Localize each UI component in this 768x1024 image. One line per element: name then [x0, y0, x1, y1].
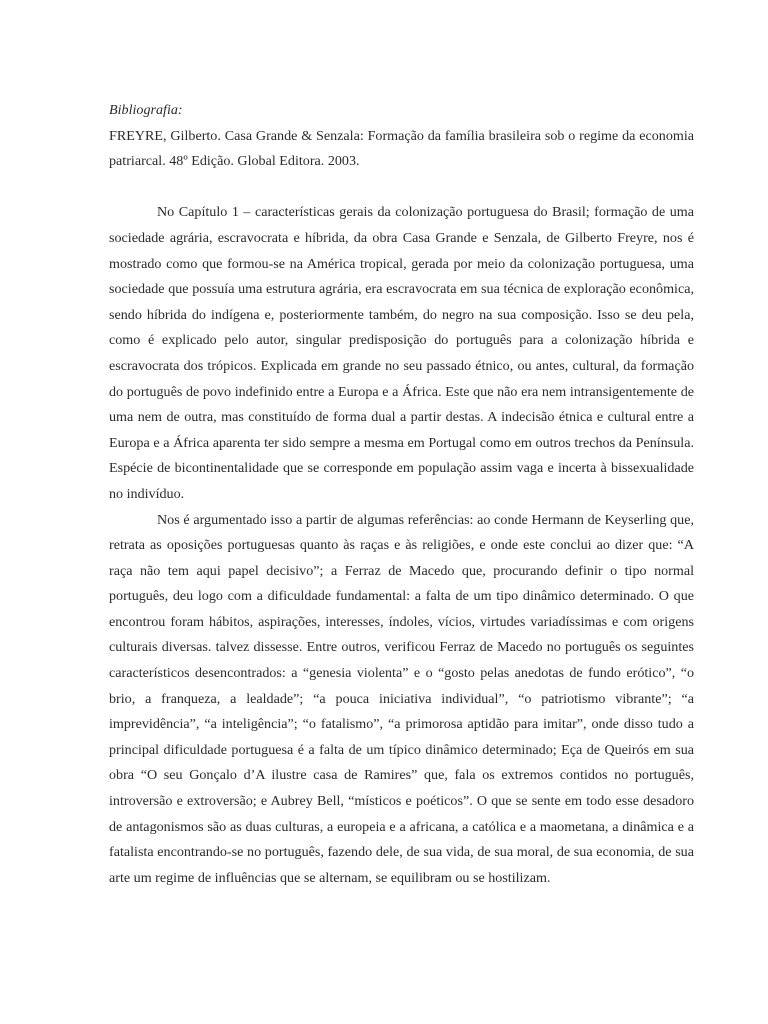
body-paragraph-1: No Capítulo 1 – características gerais da colonização portuguesa do Brasil; formação de uma sociedade agrária, escravocrata e híbrida, da obra Casa Grande e Senzala, de Gilberto Freyre, nos é mostrado como que formou-se na América tropical, gerada por meio da colonização portuguesa, uma sociedade que possuía uma estrutura agrária, era escravocrata em sua técnica de exploração econômica, sendo híbrida do indígena e, posteriormente também, do negro na sua composição. Isso se deu pela, como é explicado pelo autor, singular predisposição do português para a colonização híbrida e escravocrata dos trópicos. Explicada em grande no seu passado étnico, ou antes, cultural, da formação do português de povo indefinido entre a Europa e a África. Este que não era nem intransigentemente de uma nem de outra, mas constituído de forma dual a partir destas. A indecisão étnica e cultural entre a Europa e a África aparenta ter sido sempre a mesma em Portugal como em outros trechos da Península. Espécie de bicontinentalidade que se corresponde em população assim vaga e incerta à bissexualidade no indivíduo. [109, 204, 694, 502]
document-page [109, 98, 694, 891]
bibliography-reference: FREYRE, Gilberto. Casa Grande & Senzala: Formação da família brasileira sob o regime da economia patriarcal. 48º Edição. Global Editora. 2003. [109, 127, 694, 170]
bibliography-heading: Bibliografia: [109, 102, 183, 118]
body-paragraph-2: Nos é argumentado isso a partir de algumas referências: ao conde Hermann de Keyserling que, retrata as oposições portuguesas quanto às raças e às religiões, e onde este conclui ao dizer que: “A raça não tem aqui papel decisivo”; a Ferraz de Macedo que, procurando definir o tipo normal português, deu logo com a dificuldade fundamental: a falta de um tipo dinâmico determinado. O que encontrou foram hábitos, aspirações, interesses, índoles, vícios, virtudes variadíssimas e com origens culturais diversas. talvez dissesse. Entre outros, verificou Ferraz de Macedo no português os seguintes característicos desencontrados: a “genesia violenta” e o “gosto pelas anedotas de fundo erótico”, “o brio, a franqueza, a lealdade”; “a pouca iniciativa individual”, “o patriotismo vibrante”; “a imprevidência”, “a inteligência”; “o fatalismo”, “a primorosa aptidão para imitar”, onde disso tudo a principal dificuldade portuguesa é a falta de um típico dinâmico determinado; Eça de Queirós em sua obra “O seu Gonçalo d’A ilustre casa de Ramires” que, fala os extremos contidos no português, introversão e extroversão; e Aubrey Bell, “místicos e poéticos”. O que se sente em todo esse desadoro de antagonismos são as duas culturas, a europeia e a africana, a católica e a maometana, a dinâmica e a fatalista encontrando-se no português, fazendo dele, de sua vida, de sua moral, de sua economia, de sua arte um regime de influências que se alternam, se equilibram ou se hostilizam. [109, 511, 694, 886]
paragraph-spacer [109, 175, 694, 201]
